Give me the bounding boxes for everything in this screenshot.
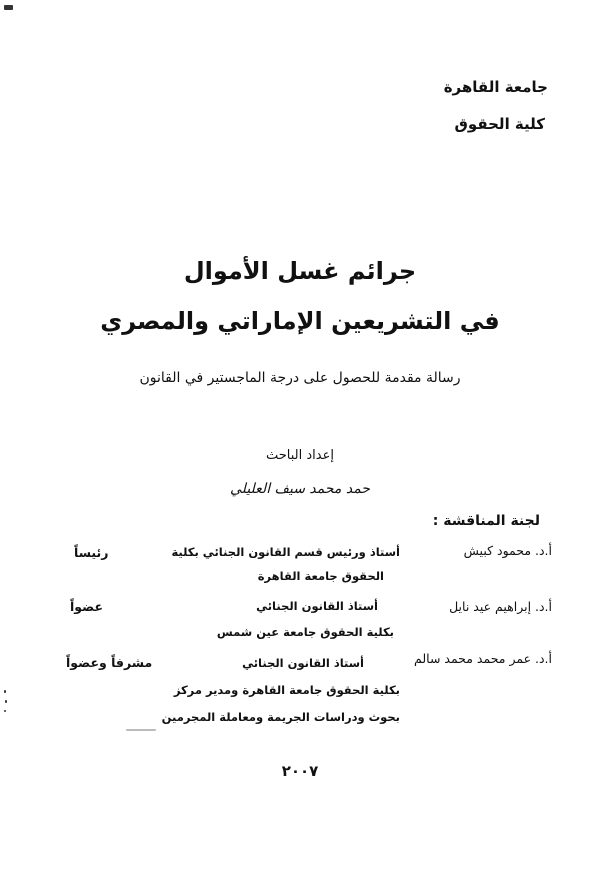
committee-member-description: بكلية الحقوق جامعة القاهرة ومدير مركز: [173, 683, 400, 697]
scan-mark: [4, 710, 6, 712]
scan-mark: [4, 5, 13, 10]
scan-mark: [4, 690, 6, 693]
committee-member-role: مشرفاً وعضواً: [66, 655, 153, 670]
university-name: جامعة القاهرة: [443, 78, 548, 96]
scan-mark: [126, 729, 156, 731]
committee-member-description: الحقوق جامعة القاهرة: [257, 569, 384, 583]
committee-member-name: أ.د. إبراهيم عيد نايل: [449, 599, 552, 614]
committee-member-description: أستاذ ورئيس قسم القانون الجنائي بكلية: [171, 545, 400, 559]
preparer-name: حمد محمد سيف العليلي: [230, 481, 370, 497]
committee-member-description: أستاذ القانون الجنائي: [256, 599, 378, 613]
committee-member-role: عضواً: [70, 599, 103, 614]
committee-member-name: أ.د. عمر محمد محمد سالم: [414, 651, 552, 666]
committee-heading: لجنة المناقشة :: [432, 513, 540, 529]
committee-member-role: رئيساً: [74, 545, 109, 560]
committee-member-description: أستاذ القانون الجنائي: [242, 656, 364, 670]
thesis-title-line-1: جرائم غسل الأموال: [183, 257, 417, 285]
committee-member-description: بكلية الحقوق جامعة عين شمس: [216, 625, 394, 639]
preparer-label: إعداد الباحث: [266, 448, 334, 463]
thesis-subtitle: رسالة مقدمة للحصول على درجة الماجستير في القانون: [139, 370, 461, 386]
scan-mark: [5, 700, 7, 703]
year: ٢٠٠٧: [281, 762, 319, 780]
committee-member-description: بحوث ودراسات الجريمة ومعاملة المجرمين: [161, 710, 400, 724]
faculty-name: كلية الحقوق: [454, 115, 545, 133]
thesis-title-line-2: في التشريعين الإماراتي والمصري: [100, 307, 500, 335]
committee-member-name: أ.د. محمود كبيش: [463, 543, 552, 558]
